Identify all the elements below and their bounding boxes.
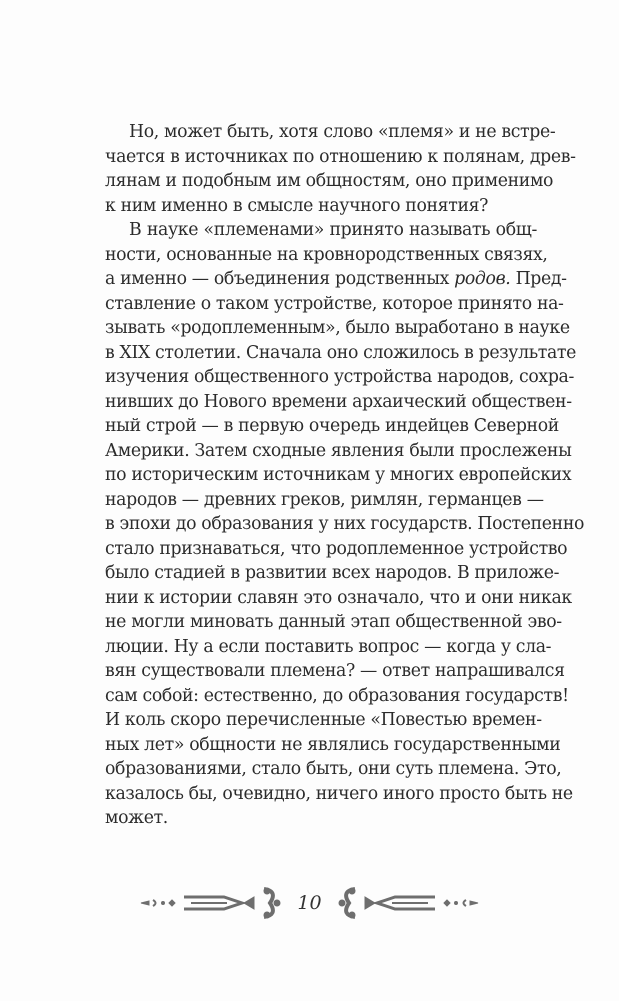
text-segment: нивших до Нового времени архаический обществен- bbox=[105, 391, 572, 412]
text-line bbox=[105, 463, 572, 488]
text-line bbox=[105, 659, 565, 684]
text-segment: ных лет» общности не являлись государственными bbox=[105, 734, 561, 755]
text-line bbox=[105, 218, 537, 243]
text-line bbox=[105, 316, 570, 341]
text-segment: не могли миновать данный этап общественной эво- bbox=[105, 612, 562, 632]
text-segment: а именно — объединения родственных bbox=[105, 269, 455, 289]
text-line bbox=[105, 414, 559, 439]
text-segment: народов — древних греков, римлян, германцев — bbox=[105, 489, 544, 510]
left-ornament-icon bbox=[139, 885, 289, 921]
italic-term: родов. bbox=[454, 269, 511, 289]
text-segment: может. bbox=[105, 808, 168, 828]
text-line bbox=[105, 145, 576, 170]
text-segment: чается в источниках по отношению к полянам, древ- bbox=[105, 146, 576, 167]
text-line bbox=[105, 512, 585, 537]
text-segment: казалось бы, очевидно, ничего иного просто быть не bbox=[105, 783, 573, 804]
text-line bbox=[105, 684, 569, 709]
text-line bbox=[105, 586, 572, 611]
body-text bbox=[105, 120, 585, 831]
text-line bbox=[105, 243, 548, 268]
text-segment: люции. Ну а если поставить вопрос — когда у сла- bbox=[105, 636, 552, 657]
text-line bbox=[105, 267, 567, 292]
text-segment: В науке «племенами» принято называть общ- bbox=[129, 220, 537, 240]
text-segment: сам собой: естественно, до образования государств! bbox=[105, 685, 569, 706]
page-number: 10 bbox=[297, 892, 322, 914]
text-segment: в эпохи до образования у них государств. Постепенно bbox=[105, 514, 585, 534]
text-line bbox=[105, 782, 573, 807]
text-segment: было стадией в развитии всех народов. В приложе- bbox=[105, 563, 560, 583]
text-segment: вян существовали племена? — ответ напрашивался bbox=[105, 661, 565, 681]
text-line bbox=[105, 488, 544, 513]
text-line bbox=[105, 561, 560, 586]
text-line bbox=[105, 757, 562, 782]
text-segment: в XIX столетии. Сначала оно сложилось в результате bbox=[105, 342, 577, 363]
text-segment: ный строй — в первую очередь индейцев Северной bbox=[105, 416, 559, 436]
text-segment: ставление о таком устройстве, которое принято на- bbox=[105, 293, 564, 314]
text-segment: образованиями, стало быть, они суть племена. Это, bbox=[105, 759, 562, 779]
text-segment: стало признаваться, что родоплеменное устройство bbox=[105, 538, 568, 559]
text-line bbox=[105, 733, 561, 758]
text-line bbox=[105, 292, 564, 317]
text-line bbox=[105, 635, 552, 660]
text-segment: изучения общественного устройства народов, сохра- bbox=[105, 367, 574, 387]
text-line bbox=[105, 341, 577, 366]
text-segment: зывать «родоплеменным», было выработано в науке bbox=[105, 318, 570, 338]
text-line bbox=[105, 194, 537, 219]
text-segment: Америки. Затем сходные явления были прослежены bbox=[105, 440, 572, 461]
text-line bbox=[105, 806, 537, 831]
text-line bbox=[105, 169, 554, 194]
text-segment: нии к истории славян это означало, что и они никак bbox=[105, 587, 572, 608]
text-segment: лянам и подобным им общностям, оно применимо bbox=[105, 171, 554, 191]
right-ornament-icon bbox=[330, 885, 480, 921]
text-line bbox=[105, 439, 572, 464]
text-line bbox=[105, 610, 562, 635]
text-segment: по историческим источникам у многих европейских bbox=[105, 465, 572, 485]
text-segment: Пред- bbox=[510, 269, 567, 289]
text-segment: Но, может быть, хотя слово «племя» и не встре- bbox=[129, 122, 556, 142]
text-line bbox=[105, 708, 542, 733]
text-segment: к ним именно в смысле научного понятия? bbox=[105, 195, 489, 216]
text-line bbox=[105, 120, 556, 145]
text-line bbox=[105, 390, 572, 415]
text-segment: ности, основанные на кровнородственных связях, bbox=[105, 244, 548, 265]
text-line bbox=[105, 537, 568, 562]
text-line bbox=[105, 365, 574, 390]
page-footer bbox=[0, 885, 619, 921]
text-segment: И коль скоро перечисленные «Повестью времен- bbox=[105, 710, 542, 730]
